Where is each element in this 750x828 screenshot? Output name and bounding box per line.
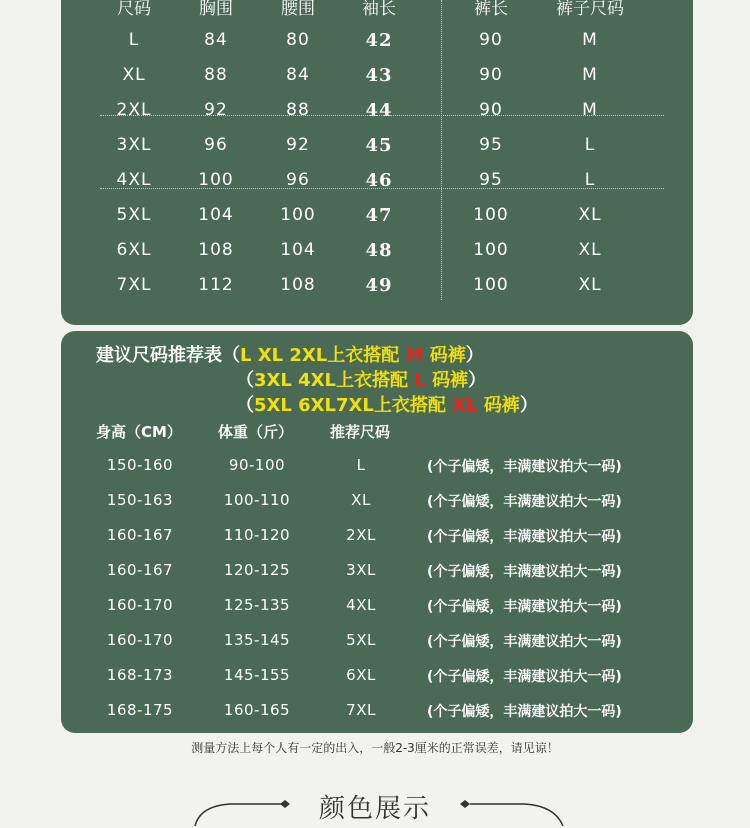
size-cell: 46 bbox=[365, 170, 393, 191]
size-header-cell: 袖长 bbox=[362, 0, 396, 19]
recommend-suffix-3: 码裤 bbox=[483, 395, 520, 416]
row-group-divider bbox=[100, 188, 664, 189]
size-chart-panel bbox=[61, 0, 693, 325]
size-header-cell: 裤子尺码 bbox=[556, 0, 624, 19]
recommend-weight-cell: 145-155 bbox=[223, 666, 291, 684]
size-cell: 2XL bbox=[116, 100, 152, 120]
recommend-suffix-1: 码裤 bbox=[429, 345, 466, 366]
size-cell: 90 bbox=[479, 65, 503, 85]
recommend-note-cell: (个子偏矮，丰满建议拍大一码) bbox=[427, 634, 622, 650]
size-cell: 104 bbox=[280, 240, 316, 260]
size-cell: 100 bbox=[473, 205, 509, 225]
size-cell: XL bbox=[122, 65, 146, 85]
recommend-weight-cell: 110-120 bbox=[223, 526, 291, 544]
recommend-panel bbox=[61, 331, 693, 733]
size-cell: XL bbox=[578, 275, 602, 295]
recommend-height-cell: 168-175 bbox=[106, 701, 174, 719]
recommend-height-cell: 160-170 bbox=[106, 596, 174, 614]
size-chart-table bbox=[61, 0, 693, 300]
size-cell: 88 bbox=[204, 65, 228, 85]
recommend-size-cell: 3XL bbox=[346, 561, 376, 579]
size-cell: L bbox=[584, 135, 596, 155]
recommend-table bbox=[61, 331, 693, 733]
size-cell: 6XL bbox=[116, 240, 152, 260]
recommend-pant-2: L bbox=[414, 370, 426, 391]
size-cell: 44 bbox=[365, 100, 393, 121]
recommend-height-cell: 150-163 bbox=[106, 491, 174, 509]
size-cell: 7XL bbox=[116, 275, 152, 295]
recommend-weight-cell: 135-145 bbox=[223, 631, 291, 649]
size-cell: 5XL bbox=[116, 205, 152, 225]
recommend-height-cell: 168-173 bbox=[106, 666, 174, 684]
size-cell: 43 bbox=[365, 65, 393, 86]
column-divider bbox=[441, 0, 442, 300]
size-header-cell: 腰围 bbox=[281, 0, 315, 19]
recommend-note-cell: (个子偏矮，丰满建议拍大一码) bbox=[427, 599, 622, 615]
size-cell: 92 bbox=[204, 100, 228, 120]
recommend-weight-cell: 100-110 bbox=[223, 491, 291, 509]
recommend-size-cell: 6XL bbox=[346, 666, 376, 684]
recommend-tops-1: L XL 2XL上衣搭配 bbox=[240, 345, 400, 366]
size-header-cell: 裤长 bbox=[474, 0, 508, 19]
recommend-close-1: ） bbox=[465, 345, 484, 366]
size-cell: 42 bbox=[365, 30, 393, 51]
size-cell: 45 bbox=[365, 135, 393, 156]
size-cell: 90 bbox=[479, 100, 503, 120]
recommend-size-cell: 7XL bbox=[346, 701, 376, 719]
size-cell: XL bbox=[578, 205, 602, 225]
size-cell: L bbox=[584, 170, 596, 190]
recommend-height-cell: 150-160 bbox=[106, 456, 174, 474]
recommend-height-cell: 160-167 bbox=[106, 561, 174, 579]
recommend-open-3: （ bbox=[236, 395, 254, 416]
size-cell: 100 bbox=[473, 240, 509, 260]
size-cell: 48 bbox=[365, 240, 393, 261]
recommend-weight-cell: 120-125 bbox=[223, 561, 291, 579]
size-cell: 112 bbox=[198, 275, 234, 295]
size-cell: 47 bbox=[365, 205, 393, 226]
recommend-size-cell: XL bbox=[351, 491, 371, 509]
size-cell: 92 bbox=[286, 135, 310, 155]
recommend-note-cell: (个子偏矮，丰满建议拍大一码) bbox=[427, 494, 622, 510]
size-cell: 108 bbox=[198, 240, 234, 260]
measurement-footnote: 测量方法上每个人有一定的出入，一般2-3厘米的正常误差，请见谅！ bbox=[191, 741, 559, 755]
size-cell: M bbox=[582, 100, 598, 120]
size-cell: 4XL bbox=[116, 170, 152, 190]
size-cell: M bbox=[582, 30, 598, 50]
recommend-size-cell: L bbox=[356, 456, 366, 474]
recommend-size-cell: 4XL bbox=[346, 596, 376, 614]
size-cell: 96 bbox=[286, 170, 310, 190]
size-cell: M bbox=[582, 65, 598, 85]
size-cell: 100 bbox=[280, 205, 316, 225]
recommend-weight-cell: 90-100 bbox=[228, 456, 286, 474]
recommend-height-cell: 160-167 bbox=[106, 526, 174, 544]
recommend-close-3: ） bbox=[519, 395, 538, 416]
size-cell: 90 bbox=[479, 30, 503, 50]
recommend-header-weight: 体重（斤） bbox=[218, 423, 294, 441]
section-title: 颜色展示 bbox=[318, 794, 431, 824]
size-cell: 88 bbox=[286, 100, 310, 120]
recommend-note-cell: (个子偏矮，丰满建议拍大一码) bbox=[427, 459, 622, 475]
size-header-cell: 尺码 bbox=[117, 0, 151, 19]
recommend-tops-2: 3XL 4XL上衣搭配 bbox=[254, 370, 409, 391]
recommend-close-2: ） bbox=[468, 370, 487, 391]
row-group-divider bbox=[100, 115, 664, 116]
recommend-pant-1: M bbox=[405, 345, 424, 366]
recommend-header-size: 推荐尺码 bbox=[330, 423, 391, 441]
size-cell: 49 bbox=[365, 275, 393, 296]
recommend-size-cell: 5XL bbox=[346, 631, 376, 649]
size-cell: 96 bbox=[204, 135, 228, 155]
recommend-note-cell: (个子偏矮，丰满建议拍大一码) bbox=[427, 669, 622, 685]
recommend-header-height: 身高（CM） bbox=[96, 423, 182, 441]
size-cell: 84 bbox=[286, 65, 310, 85]
size-cell: 84 bbox=[204, 30, 228, 50]
size-cell: 100 bbox=[473, 275, 509, 295]
size-cell: 80 bbox=[286, 30, 310, 50]
recommend-note-cell: (个子偏矮，丰满建议拍大一码) bbox=[427, 704, 622, 720]
recommend-tops-3: 5XL 6XL7XL上衣搭配 bbox=[254, 395, 446, 416]
recommend-suffix-2: 码裤 bbox=[432, 370, 469, 391]
recommend-open-2: （ bbox=[236, 370, 254, 391]
size-cell: XL bbox=[578, 240, 602, 260]
size-cell: 108 bbox=[280, 275, 316, 295]
recommend-weight-cell: 125-135 bbox=[223, 596, 291, 614]
size-cell: 3XL bbox=[116, 135, 152, 155]
recommend-note-cell: (个子偏矮，丰满建议拍大一码) bbox=[427, 529, 622, 545]
size-cell: 95 bbox=[479, 170, 503, 190]
size-cell: 95 bbox=[479, 135, 503, 155]
recommend-height-cell: 160-170 bbox=[106, 631, 174, 649]
recommend-weight-cell: 160-165 bbox=[223, 701, 291, 719]
size-cell: L bbox=[128, 30, 140, 50]
recommend-note-cell: (个子偏矮，丰满建议拍大一码) bbox=[427, 564, 622, 580]
recommend-title: 建议尺码推荐表（ bbox=[96, 345, 240, 366]
recommend-pant-3: XL bbox=[452, 395, 478, 416]
size-header-cell: 胸围 bbox=[199, 0, 233, 19]
size-cell: 104 bbox=[198, 205, 234, 225]
recommend-size-cell: 2XL bbox=[346, 526, 376, 544]
size-cell: 100 bbox=[198, 170, 234, 190]
